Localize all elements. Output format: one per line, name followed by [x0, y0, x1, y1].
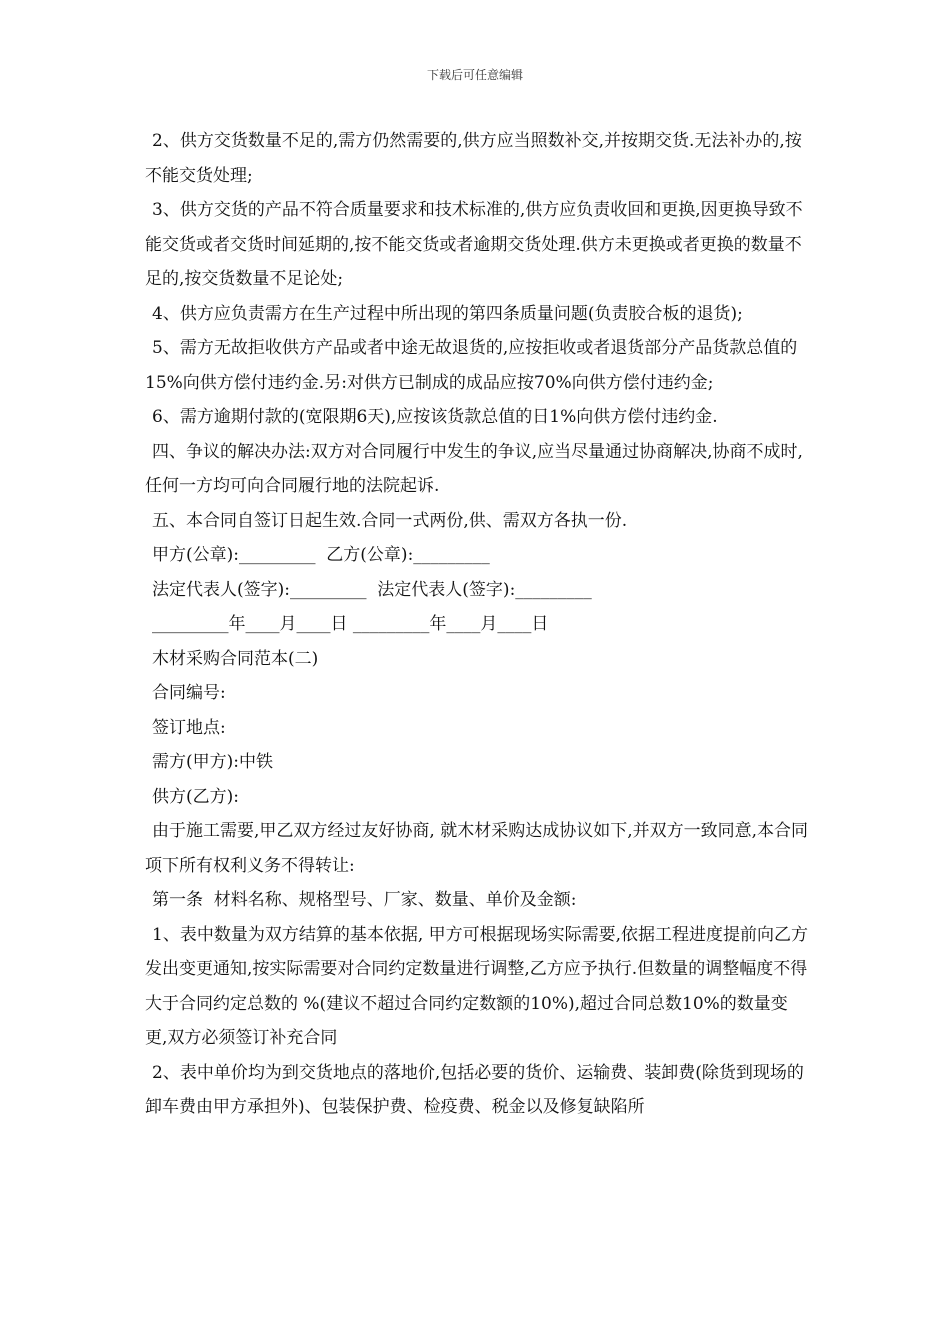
paragraph: 2、表中单价均为到交货地点的落地价,包括必要的货价、运输费、装卸费(除货到现场的卸车费由甲方承担外)、包装保护费、检疫费、税金以及修复缺陷所	[145, 1062, 804, 1117]
paragraph: 由于施工需要,甲乙双方经过友好协商, 就木材采购达成协议如下,并双方一致同意,本合同项下所有权利义务不得转让:	[145, 821, 809, 876]
contract-number: 合同编号:	[152, 683, 226, 703]
signature-line-representative: 法定代表人(签字):_________ 法定代表人(签字):_________	[152, 579, 592, 600]
signature-line-seal: 甲方(公章):_________ 乙方(公章):_________	[152, 545, 490, 565]
paragraph: 五、本合同自签订日起生效.合同一式两份,供、需双方各执一份.	[152, 510, 628, 531]
paragraph: 5、需方无故拒收供方产品或者中途无故退货的,应按拒收或者退货部分产品货款总值的15%向供方偿付违约金.另:对供方已制成的成品应按70%向供方偿付违约金;	[145, 338, 798, 393]
supplier-party: 供方(乙方):	[152, 786, 239, 807]
page-header: 下载后可任意编辑	[426, 68, 523, 82]
section-title: 木材采购合同范本(二)	[152, 648, 319, 669]
paragraph: 6、需方逾期付款的(宽限期6天),应按该货款总值的日1%向供方偿付违约金.	[152, 407, 718, 427]
paragraph: 3、供方交货的产品不符合质量要求和技术标准的,供方应负责收回和更换,因更换导致不能交货或者交货时间延期的,按不能交货或者逾期交货处理.供方未更换或者更换的数量不足的,按交货数量不足论处;	[145, 200, 803, 289]
article-heading: 第一条 材料名称、规格型号、厂家、数量、单价及金额:	[152, 890, 577, 910]
paragraph: 2、供方交货数量不足的,需方仍然需要的,供方应当照数补交,并按期交货.无法补办的,按不能交货处理;	[145, 131, 802, 186]
signing-place: 签订地点:	[152, 717, 226, 738]
paragraph: 四、争议的解决办法:双方对合同履行中发生的争议,应当尽量通过协商解决,协商不成时,任何一方均可向合同履行地的法院起诉.	[145, 441, 803, 496]
buyer-party: 需方(甲方):中铁	[152, 752, 273, 772]
signature-line-date: _________年____月____日 _________年____月____日	[152, 614, 549, 634]
document-body	[145, 124, 810, 1125]
paragraph: 4、供方应负责需方在生产过程中所出现的第四条质量问题(负责胶合板的退货);	[152, 303, 743, 324]
paragraph: 1、表中数量为双方结算的基本依据, 甲方可根据现场实际需要,依据工程进度提前向乙方发出变更通知,按实际需要对合同约定数量进行调整,乙方应予执行.但数量的调整幅度不得大于合同约定总数的 %(建议不超过合同约定数额的10%),超过合同总数10%的数量变更,双方必须签订补充合同	[145, 924, 809, 1048]
